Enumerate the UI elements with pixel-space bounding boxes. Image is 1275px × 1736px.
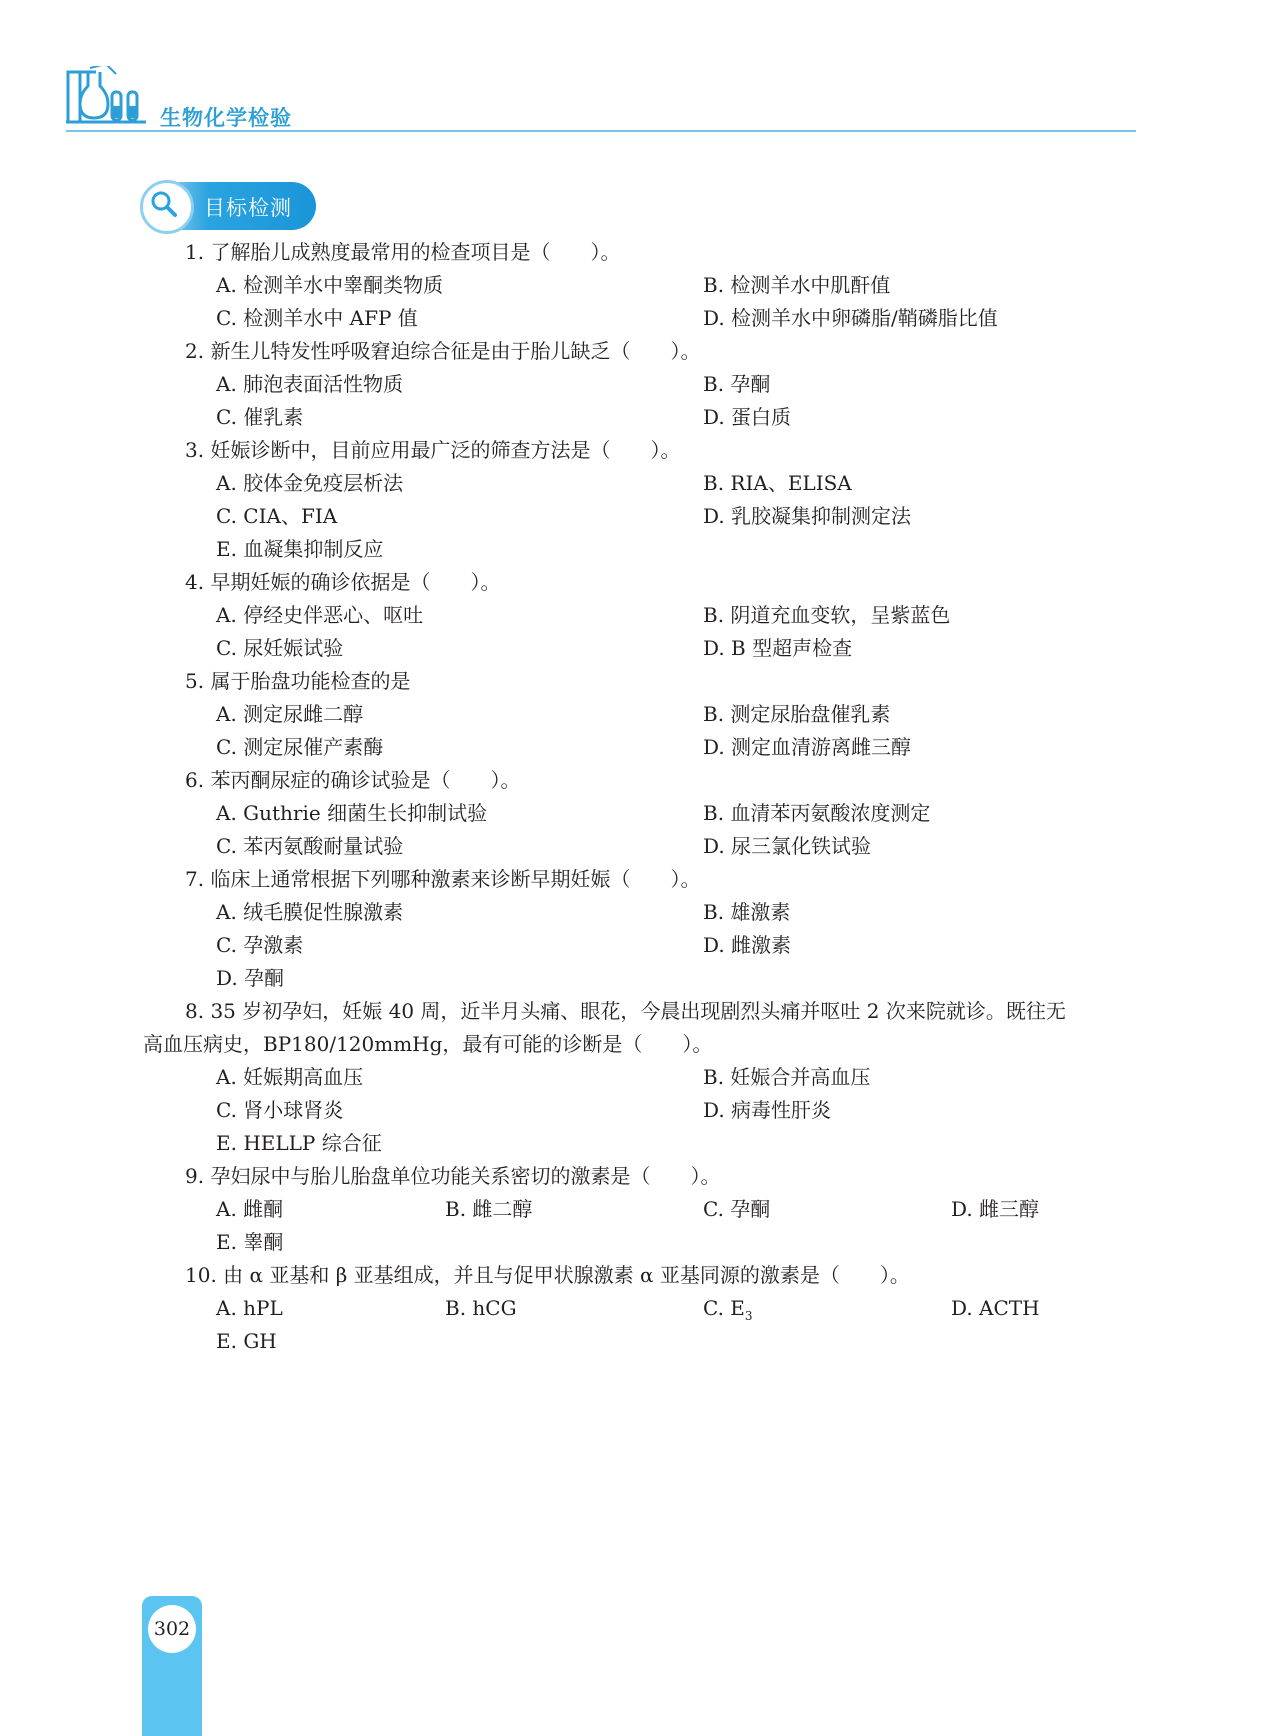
question-6-options-row — [0, 830, 1275, 863]
question-7-options-row — [0, 962, 1275, 995]
q8-option-a[interactable]: A. 妊娠期高血压 — [216, 1065, 364, 1089]
q8-option-d[interactable]: D. 病毒性肝炎 — [703, 1098, 832, 1122]
q1-option-a[interactable]: A. 检测羊水中睾酮类物质 — [216, 273, 444, 297]
q1-option-c[interactable]: C. 检测羊水中 AFP 值 — [216, 306, 418, 330]
q7-option-d[interactable]: D. 雌激素 — [703, 933, 792, 957]
q2-option-a[interactable]: A. 肺泡表面活性物质 — [216, 372, 404, 396]
q1-option-d[interactable]: D. 检测羊水中卵磷脂/鞘磷脂比值 — [703, 306, 998, 330]
q1-option-b[interactable]: B. 检测羊水中肌酐值 — [703, 273, 891, 297]
section-badge — [142, 182, 316, 230]
q9-option-e[interactable]: E. 睾酮 — [216, 1230, 284, 1254]
page-number-tab — [142, 1596, 202, 1736]
q3-option-b[interactable]: B. RIA、ELISA — [703, 471, 852, 495]
magnifier-icon — [140, 180, 194, 234]
q7-option-b[interactable]: B. 雄激素 — [703, 900, 791, 924]
q3-option-e[interactable]: E. 血凝集抑制反应 — [216, 537, 384, 561]
q5-option-d[interactable]: D. 测定血清游离雌三醇 — [703, 735, 912, 759]
question-6-stem: 6. 苯丙酮尿症的确诊试验是（ ）。 — [185, 768, 521, 792]
question-3-stem: 3. 妊娠诊断中，目前应用最广泛的筛查方法是（ ）。 — [185, 438, 681, 462]
q4-option-b[interactable]: B. 阴道充血变软，呈紫蓝色 — [703, 603, 951, 627]
question-10-options-row — [0, 1292, 1275, 1325]
page-number: 302 — [148, 1605, 196, 1653]
question-1-options-row — [0, 269, 1275, 302]
q2-option-d[interactable]: D. 蛋白质 — [703, 405, 792, 429]
q6-option-a[interactable]: A. Guthrie 细菌生长抑制试验 — [216, 801, 488, 825]
lab-flask-logo-icon — [66, 66, 146, 128]
q3-option-a[interactable]: A. 胶体金免疫层析法 — [216, 471, 404, 495]
question-4-options-row — [0, 599, 1275, 632]
q8-option-c[interactable]: C. 肾小球肾炎 — [216, 1098, 344, 1122]
question-7-options-row — [0, 896, 1275, 929]
q9-option-b[interactable]: B. 雌二醇 — [445, 1197, 533, 1221]
question-7-options-row — [0, 929, 1275, 962]
question-2-stem: 2. 新生儿特发性呼吸窘迫综合征是由于胎儿缺乏（ ）。 — [185, 339, 701, 363]
question-9-options-row — [0, 1193, 1275, 1226]
question-list — [0, 236, 1275, 1358]
question-4-options-row — [0, 632, 1275, 665]
q8-option-e[interactable]: E. HELLP 综合征 — [216, 1131, 382, 1155]
q7-option-c[interactable]: C. 孕激素 — [216, 933, 304, 957]
question-6-options-row — [0, 797, 1275, 830]
question-1-options-row — [0, 302, 1275, 335]
q10-option-b[interactable]: B. hCG — [445, 1296, 517, 1320]
question-3-options-row — [0, 533, 1275, 566]
q10-option-a[interactable]: A. hPL — [216, 1296, 283, 1320]
q2-option-c[interactable]: C. 催乳素 — [216, 405, 304, 429]
q5-option-b[interactable]: B. 测定尿胎盘催乳素 — [703, 702, 891, 726]
q6-option-b[interactable]: B. 血清苯丙氨酸浓度测定 — [703, 801, 931, 825]
question-8-options-row — [0, 1061, 1275, 1094]
question-8-options-row — [0, 1127, 1275, 1160]
q7-option-a[interactable]: A. 绒毛膜促性腺激素 — [216, 900, 404, 924]
question-9-stem: 9. 孕妇尿中与胎儿胎盘单位功能关系密切的激素是（ ）。 — [185, 1164, 721, 1188]
q9-option-d[interactable]: D. 雌三醇 — [951, 1197, 1040, 1221]
q4-option-d[interactable]: D. B 型超声检查 — [703, 636, 853, 660]
q8-option-b[interactable]: B. 妊娠合并高血压 — [703, 1065, 871, 1089]
q10-option-d[interactable]: D. ACTH — [951, 1296, 1040, 1320]
question-8-options-row — [0, 1094, 1275, 1127]
question-5-options-row — [0, 698, 1275, 731]
q4-option-c[interactable]: C. 尿妊娠试验 — [216, 636, 344, 660]
question-1-stem: 1. 了解胎儿成熟度最常用的检查项目是（ ）。 — [185, 240, 621, 264]
question-5-options-row — [0, 731, 1275, 764]
question-8-stem-continued: 高血压病史，BP180/120mmHg，最有可能的诊断是（ ）。 — [143, 1032, 713, 1056]
section-title: 目标检测 — [204, 196, 292, 220]
header-rule — [66, 130, 1136, 132]
question-9-options-row — [0, 1226, 1275, 1259]
q5-option-a[interactable]: A. 测定尿雌二醇 — [216, 702, 364, 726]
question-5-stem: 5. 属于胎盘功能检查的是 — [185, 669, 411, 693]
question-2-options-row — [0, 368, 1275, 401]
q10-option-c[interactable]: C. $E_3$ — [703, 1296, 753, 1323]
q3-option-c[interactable]: C. CIA、FIA — [216, 504, 338, 528]
question-10-stem: 10. 由 α 亚基和 β 亚基组成，并且与促甲状腺激素 α 亚基同源的激素是（ ）。 — [185, 1263, 910, 1287]
question-4-stem: 4. 早期妊娠的确诊依据是（ ）。 — [185, 570, 501, 594]
q4-option-a[interactable]: A. 停经史伴恶心、呕吐 — [216, 603, 424, 627]
question-3-options-row — [0, 467, 1275, 500]
q6-option-c[interactable]: C. 苯丙氨酸耐量试验 — [216, 834, 404, 858]
q5-option-c[interactable]: C. 测定尿催产素酶 — [216, 735, 384, 759]
book-title: 生物化学检验 — [160, 106, 292, 130]
question-3-options-row — [0, 500, 1275, 533]
q7-option-e[interactable]: D. 孕酮 — [216, 966, 285, 990]
q6-option-d[interactable]: D. 尿三氯化铁试验 — [703, 834, 872, 858]
question-8-stem: 8. 35 岁初孕妇，妊娠 40 周，近半月头痛、眼花，今晨出现剧烈头痛并呕吐 2 次来院就诊。既往无 — [185, 999, 1066, 1023]
question-7-stem: 7. 临床上通常根据下列哪种激素来诊断早期妊娠（ ）。 — [185, 867, 701, 891]
q3-option-d[interactable]: D. 乳胶凝集抑制测定法 — [703, 504, 912, 528]
q9-option-a[interactable]: A. 雌酮 — [216, 1197, 284, 1221]
q9-option-c[interactable]: C. 孕酮 — [703, 1197, 771, 1221]
q10-option-e[interactable]: E. GH — [216, 1329, 277, 1353]
q2-option-b[interactable]: B. 孕酮 — [703, 372, 771, 396]
question-2-options-row — [0, 401, 1275, 434]
question-10-options-row — [0, 1325, 1275, 1358]
